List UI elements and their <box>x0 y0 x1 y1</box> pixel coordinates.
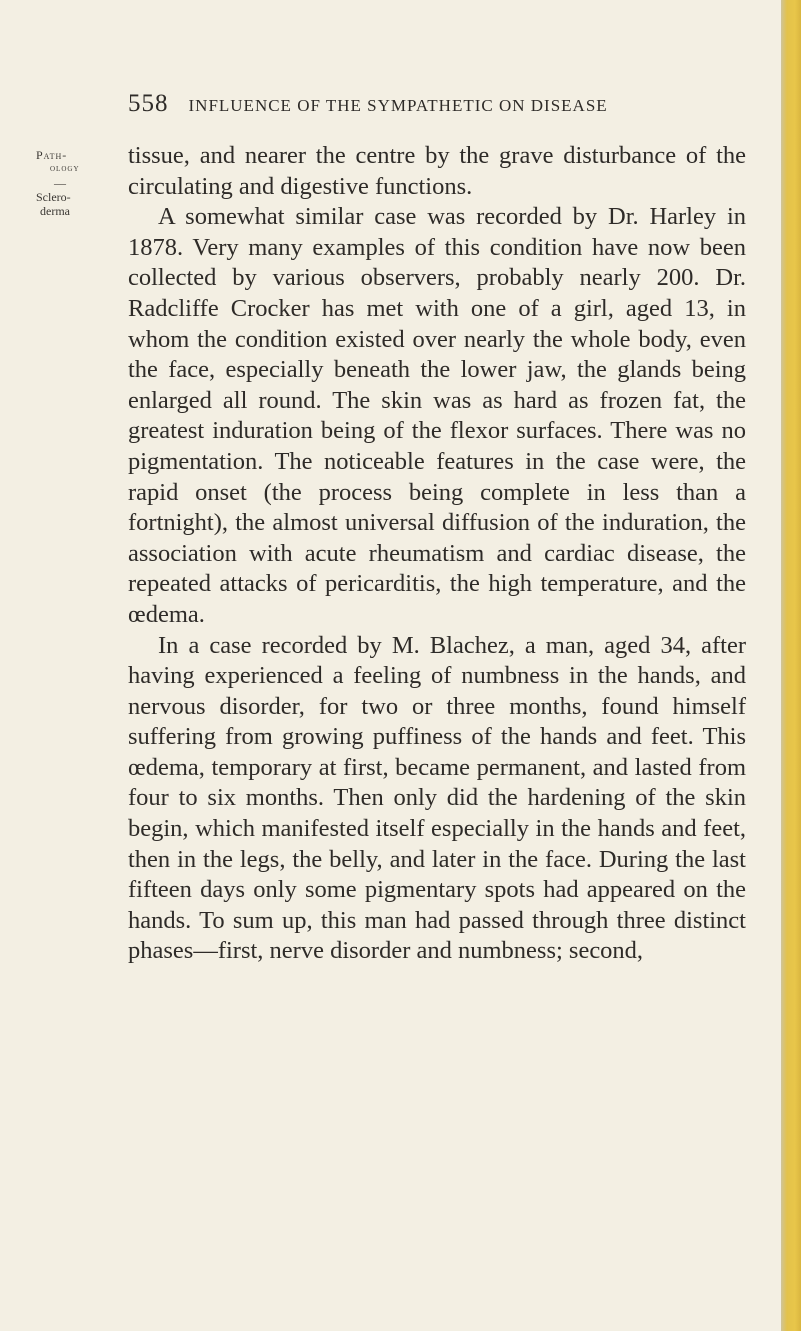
margin-note-line: Path- <box>36 148 68 162</box>
margin-note-line: derma <box>40 204 70 218</box>
page-number: 558 <box>128 90 169 117</box>
page-header <box>128 90 748 124</box>
paragraph: In a case recorded by M. Blachez, a man, aged 34, after having experienced a feeling of numbness in the hands, and nervous disorder, for two or three months, found himself suffering from growing puffiness of the hands and feet. This œdema, temporary at first, became permanent, and lasted from four to six months. Then only did the hardening of the skin begin, which manifested itself especially in the hands and feet, then in the legs, the belly, and later in the face. During the last fifteen days only some pigmentary spots had appeared on the hands. To sum up, this man had passed through three distinct phases—first, nerve disorder and numbness; second, <box>128 631 746 965</box>
paragraph: A somewhat similar case was recorded by Dr. Harley in 1878. Very many examples of this condition have now been collected by various observers, probably nearly 200. Dr. Radcliffe Crocker has met with one of a girl, aged 13, in whom the condition existed over nearly the whole body, even the face, especially beneath the lower jaw, the glands being enlarged all round. The skin was as hard as frozen fat, the greatest induration being of the flexor surfaces. There was no pigmentation. The noticeable features in the case were, the rapid onset (the process being complete in less than a fortnight), the almost universal diffusion of the induration, the association with acute rheumatism and cardiac disease, the repeated attacks of pericarditis, the high temperature, and the œdema. <box>128 203 746 628</box>
margin-note-line: — <box>54 176 66 190</box>
margin-note-line: ology <box>50 163 80 174</box>
running-head: INFLUENCE OF THE SYMPATHETIC ON DISEASE <box>188 96 608 115</box>
paragraph: tissue, and nearer the centre by the grave disturbance of the circulating and digestive functions. <box>128 142 746 200</box>
margin-note <box>36 148 106 218</box>
body-text <box>128 141 746 967</box>
margin-note-line: Sclero- <box>36 190 71 204</box>
page-edge <box>781 0 801 1331</box>
